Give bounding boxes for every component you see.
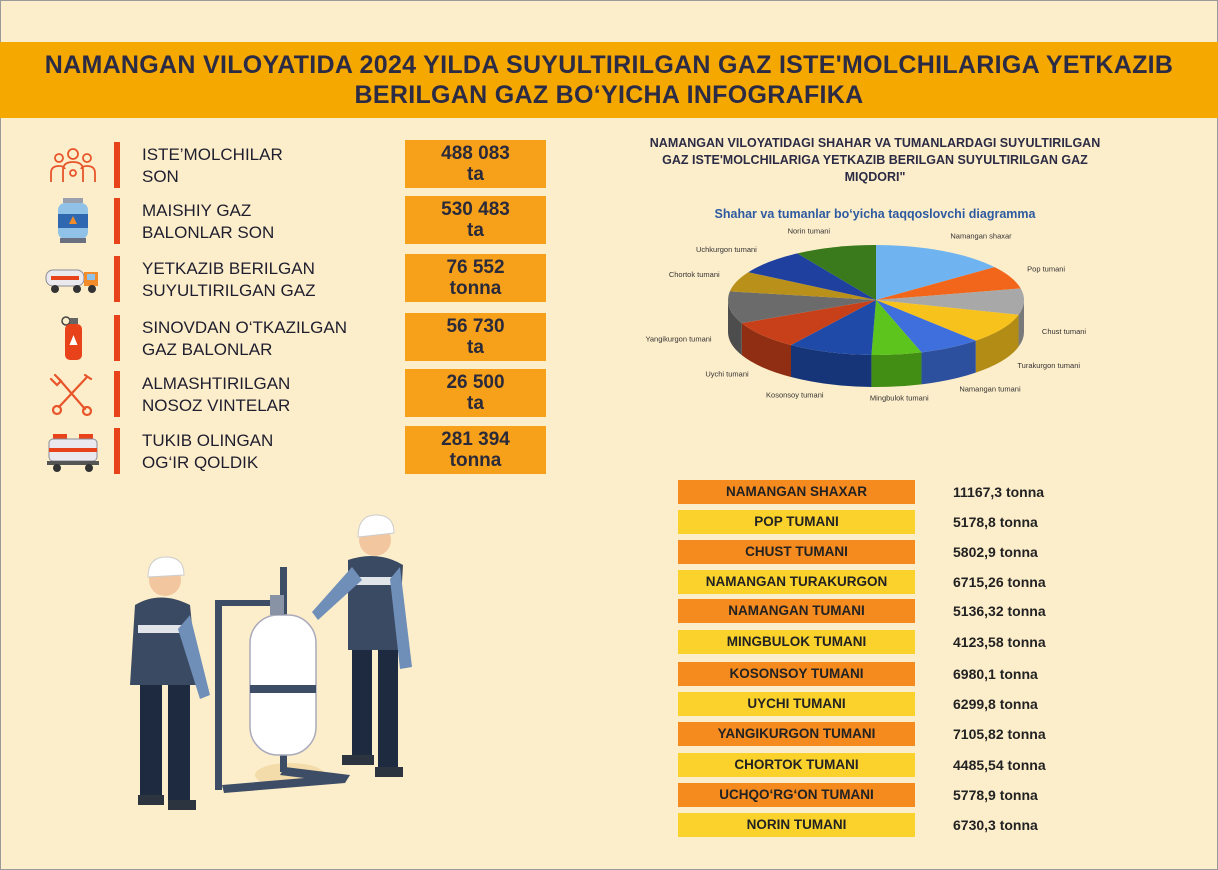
table-row	[678, 662, 1078, 686]
pie-label: Kosonsoy tumani	[766, 390, 824, 400]
stat-value: 76 552 tonna	[405, 254, 546, 302]
stat-label: YETKAZIB BERILGAN SUYULTIRILGAN GAZ	[142, 259, 316, 300]
pie-label: Namangan tumani	[959, 384, 1021, 394]
pie-label: Pop tumani	[1027, 264, 1066, 274]
district-name: KOSONSOY TUMANI	[678, 662, 915, 686]
stat-residue	[45, 426, 555, 478]
district-value: 6980,1 tonna	[953, 666, 1038, 682]
stat-accent-bar	[114, 142, 120, 188]
stat-accent-bar	[114, 256, 120, 302]
stat-value: 530 483 ta	[405, 196, 546, 244]
district-value: 5802,9 tonna	[953, 544, 1038, 560]
pie-label: Chortok tumani	[668, 269, 720, 279]
district-value: 5136,32 tonna	[953, 603, 1046, 619]
district-name: YANGIKURGON TUMANI	[678, 722, 915, 746]
stat-accent-bar	[114, 198, 120, 244]
workers-illustration	[120, 505, 440, 845]
stat-value: 488 083 ta	[405, 140, 546, 188]
table-row	[678, 599, 1078, 623]
table-row	[678, 540, 1078, 564]
district-value: 5778,9 tonna	[953, 787, 1038, 803]
district-value: 7105,82 tonna	[953, 726, 1046, 742]
table-row	[678, 722, 1078, 746]
district-value: 5178,8 tonna	[953, 514, 1038, 530]
district-name: POP TUMANI	[678, 510, 915, 534]
stat-label: MAISHIY GAZ BALONLAR SON	[142, 201, 275, 242]
stat-value: 281 394 tonna	[405, 426, 546, 474]
district-value: 6730,3 tonna	[953, 817, 1038, 833]
stat-cylinders	[45, 196, 555, 248]
stat-accent-bar	[114, 371, 120, 417]
wrench-tools-icon	[45, 371, 101, 417]
district-name: UYCHI TUMANI	[678, 692, 915, 716]
page-title: NAMANGAN VILOYATIDA 2024 YILDA SUYULTIRILGAN GAZ ISTE'MOLCHILARIGA YETKAZIB BERILGAN GAZ BO‘YICHA INFOGRAFIKA	[44, 51, 1174, 109]
pie-label: Yangikurgon tumani	[645, 334, 712, 344]
district-name: MINGBULOK TUMANI	[678, 630, 915, 654]
stat-tested-balloons	[45, 313, 555, 365]
district-name: CHUST TUMANI	[678, 540, 915, 564]
district-name: UCHQO‘RG‘ON TUMANI	[678, 783, 915, 807]
district-value: 4485,54 tonna	[953, 757, 1046, 773]
district-name: CHORTOK TUMANI	[678, 753, 915, 777]
table-row	[678, 813, 1078, 837]
pie-slice-side	[871, 352, 921, 387]
pie-label: Uychi tumani	[705, 369, 749, 379]
stat-label: ISTE’MOLCHILAR SON	[142, 145, 283, 186]
pie-chart	[640, 225, 1100, 425]
pie-label: Namangan shaxar	[950, 231, 1012, 241]
people-group-icon	[45, 142, 101, 188]
table-row	[678, 692, 1078, 716]
stat-label: SINOVDAN O‘TKAZILGAN GAZ BALONLAR	[142, 318, 347, 359]
gas-truck-icon	[45, 256, 101, 302]
table-row	[678, 753, 1078, 777]
stat-label: TUKIB OLINGAN OG‘IR QOLDIK	[142, 431, 274, 472]
district-name: NAMANGAN TURAKURGON	[678, 570, 915, 594]
district-name: NAMANGAN TUMANI	[678, 599, 915, 623]
chart-heading: NAMANGAN VILOYATIDAGI SHAHAR VA TUMANLARDAGI SUYULTIRILGAN GAZ ISTE'MOLCHILARIGA YETKAZIB BERILGAN SUYULTIRILGAN GAZ MIQDORI"	[649, 136, 1101, 184]
table-row	[678, 480, 1078, 504]
tested-balloon-icon	[45, 315, 101, 361]
table-row	[678, 630, 1078, 654]
pie-label: Norin tumani	[787, 226, 831, 236]
district-name: NAMANGAN SHAXAR	[678, 480, 915, 504]
title-banner	[0, 42, 1218, 118]
pie-label: Mingbulok tumani	[869, 393, 929, 403]
stat-accent-bar	[114, 428, 120, 474]
district-value: 6299,8 tonna	[953, 696, 1038, 712]
stat-accent-bar	[114, 315, 120, 361]
district-name: NORIN TUMANI	[678, 813, 915, 837]
table-row	[678, 570, 1078, 594]
pie-label: Uchkurgon tumani	[695, 244, 757, 254]
table-row	[678, 510, 1078, 534]
chart-title: Shahar va tumanlar bo‘yicha taqqoslovchi diagramma	[714, 207, 1036, 221]
pie-label: Chust tumani	[1041, 327, 1087, 337]
stat-valves	[45, 369, 555, 421]
district-value: 11167,3 tonna	[953, 484, 1045, 500]
pie-label: Turakurgon tumani	[1017, 361, 1081, 371]
district-value: 4123,58 tonna	[953, 634, 1046, 650]
stat-consumers	[45, 140, 555, 192]
tank-wagon-icon	[45, 428, 101, 474]
district-value: 6715,26 tonna	[953, 574, 1046, 590]
stat-delivered-gas	[45, 254, 555, 306]
table-row	[678, 783, 1078, 807]
stat-value: 26 500 ta	[405, 369, 546, 417]
gas-cylinder-icon	[45, 198, 101, 244]
stat-label: ALMASHTIRILGAN NOSOZ VINTELAR	[142, 374, 291, 415]
stat-value: 56 730 ta	[405, 313, 546, 361]
